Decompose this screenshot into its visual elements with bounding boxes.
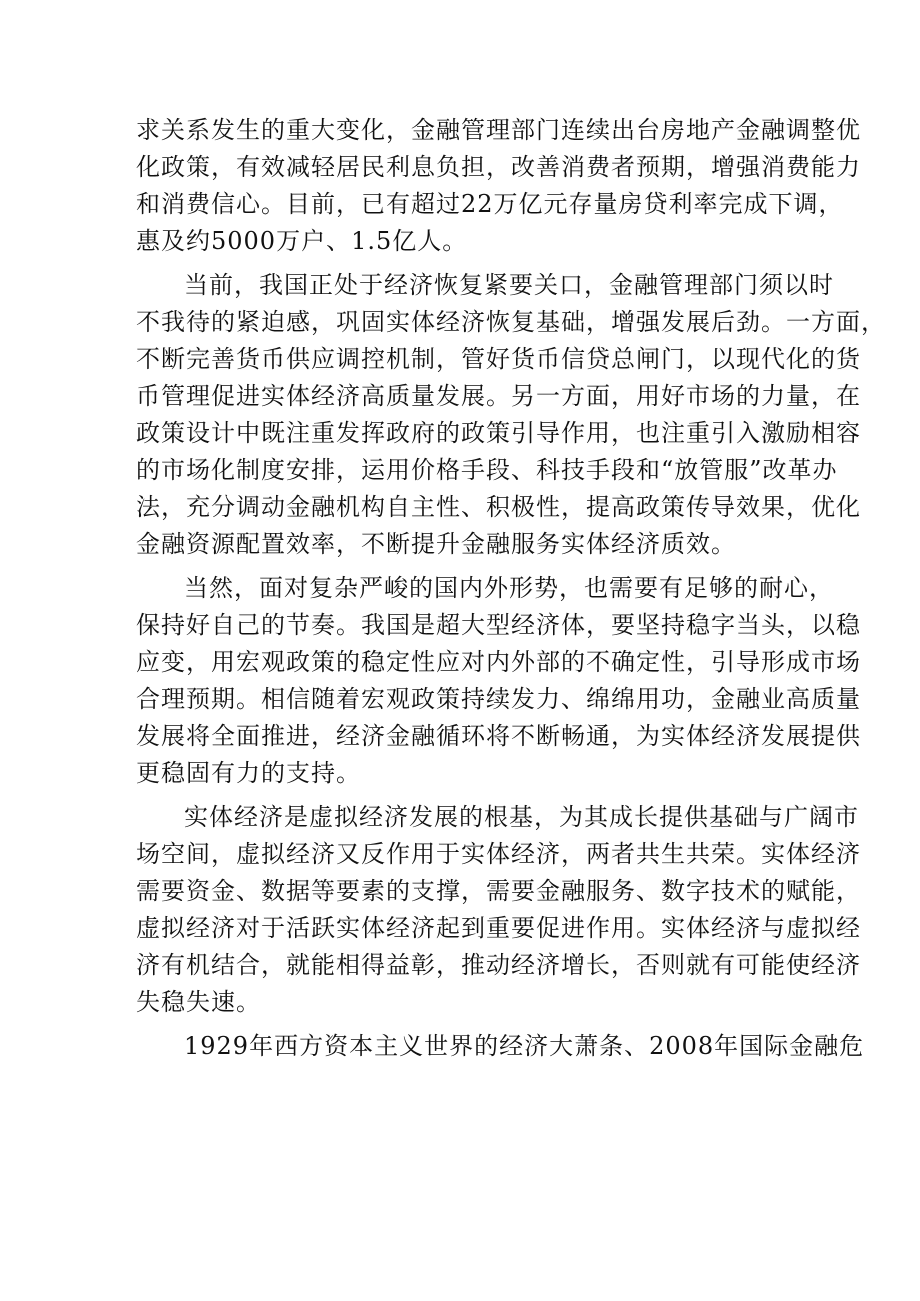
paragraph-1-line-2: 化政策，有效减轻居民利息负担，改善消费者预期，增强消费能力 <box>136 153 861 181</box>
paragraph-2-line-8: 金融资源配置效率，不断提升金融服务实体经济质效。 <box>136 530 736 558</box>
paragraph-4-line-5: 济有机结合，就能相得益彰，推动经济增长，否则就有可能使经济 <box>136 951 861 979</box>
paragraph-2-line-7: 法，充分调动金融机构自主性、积极性，提高政策传导效果，优化 <box>136 493 861 521</box>
paragraph-2-line-2: 不我待的紧迫感，巩固实体经济恢复基础，增强发展后劲。一方面， <box>136 308 886 336</box>
paragraph-4-line-3: 需要资金、数据等要素的支撑，需要金融服务、数字技术的赋能， <box>136 877 861 905</box>
paragraph-2-line-6: 的市场化制度安排，运用价格手段、科技手段和“放管服”改革办 <box>136 456 838 484</box>
paragraph-2-line-5: 政策设计中既注重发挥政府的政策引导作用，也注重引入激励相容 <box>136 419 861 447</box>
paragraph-2-line-4: 币管理促进实体经济高质量发展。另一方面，用好市场的力量，在 <box>136 382 861 410</box>
paragraph-4-line-2: 场空间，虚拟经济又反作用于实体经济，两者共生共荣。实体经济 <box>136 840 861 868</box>
paragraph-3-line-1: 当然，面对复杂严峻的国内外形势，也需要有足够的耐心， <box>184 574 834 602</box>
paragraph-5-line-1: 1929年西方资本主义世界的经济大萧条、2008年国际金融危 <box>184 1032 865 1060</box>
paragraph-2-line-3: 不断完善货币供应调控机制，管好货币信贷总闸门，以现代化的货 <box>136 345 861 373</box>
paragraph-2-line-1: 当前，我国正处于经济恢复紧要关口，金融管理部门须以时 <box>184 271 834 299</box>
paragraph-3-line-4: 合理预期。相信随着宏观政策持续发力、绵绵用功，金融业高质量 <box>136 685 861 713</box>
paragraph-1-line-4: 惠及约5000万户、1.5亿人。 <box>136 227 468 255</box>
paragraph-3-line-3: 应变，用宏观政策的稳定性应对内外部的不确定性，引导形成市场 <box>136 648 861 676</box>
paragraph-3-line-5: 发展将全面推进，经济金融循环将不断畅通，为实体经济发展提供 <box>136 722 861 750</box>
paragraph-4-line-4: 虚拟经济对于活跃实体经济起到重要促进作用。实体经济与虚拟经 <box>136 914 861 942</box>
paragraph-4-line-6: 失稳失速。 <box>136 988 261 1016</box>
paragraph-4-line-1: 实体经济是虚拟经济发展的根基，为其成长提供基础与广阔市 <box>184 803 859 831</box>
paragraph-3-line-6: 更稳固有力的支持。 <box>136 759 361 787</box>
paragraph-3-line-2: 保持好自己的节奏。我国是超大型经济体，要坚持稳字当头，以稳 <box>136 611 861 639</box>
paragraph-1-line-3: 和消费信心。目前，已有超过22万亿元存量房贷利率完成下调， <box>136 190 844 218</box>
paragraph-1-line-1: 求关系发生的重大变化，金融管理部门连续出台房地产金融调整优 <box>136 116 861 144</box>
